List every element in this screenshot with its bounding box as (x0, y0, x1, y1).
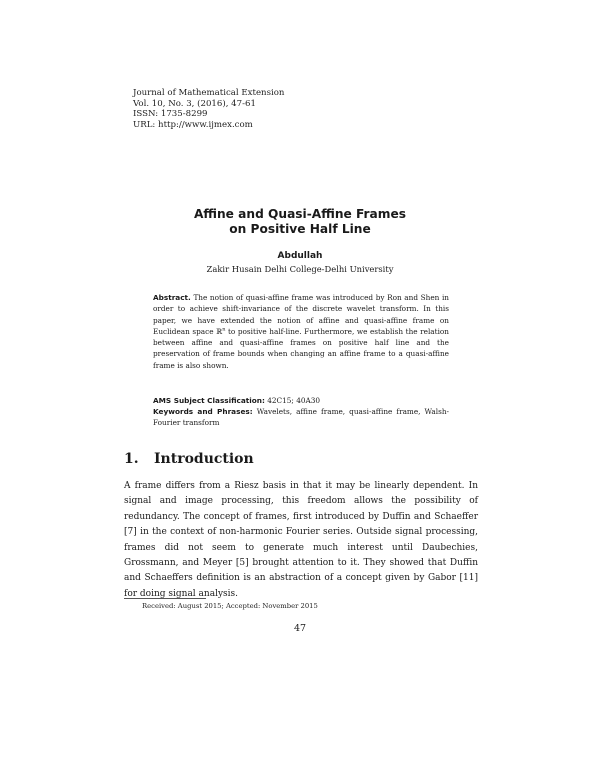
footnote: Received: August 2015; Accepted: November 2015 (142, 602, 318, 610)
section-number: 1. (124, 451, 139, 467)
title-line-2: on Positive Half Line (229, 222, 371, 236)
abstract-label: Abstract. (153, 293, 191, 302)
section-heading (124, 451, 254, 467)
keywords-label: Keywords and Phrases: (153, 407, 253, 416)
journal-issn: ISSN: 1735-8299 (133, 109, 208, 120)
ams-value: 42C15; 40A30 (267, 396, 321, 405)
ams-classification (153, 396, 449, 407)
abstract (153, 292, 449, 371)
paper-title (0, 207, 600, 237)
journal-name: Journal of Mathematical Extension (133, 88, 285, 98)
keywords (153, 407, 449, 428)
abstract-text-after: to positive half-line. Furthermore, we establish the relation between affine and quasi-affine frames on positive half line and the preservation of frame bounds when changing an affine frame to a quasi-affine frame is also shown. (153, 326, 449, 370)
journal-header (133, 88, 284, 130)
section-body: A frame differs from a Riesz basis in that it may be linearly dependent. In signal and image processing, this freedom allows the possibility of redundancy. The concept of frames, first introduced by Duffin and Schaeffer [7] in the context of non-harmonic Fourier series. Outside signal processing, frames did not seem to generate much interest until Daubechies, Grossmann, and Meyer [5] brought attention to it. They showed that Duffin and Schaeffers definition is an abstraction of a concept given by Gabor [11] for doing signal analysis. (124, 481, 478, 599)
ams-label: AMS Subject Classification: (153, 396, 265, 405)
footnote-rule (124, 598, 206, 599)
title-line-1: Affine and Quasi-Affine Frames (193, 207, 407, 221)
author-name: Abdullah (277, 251, 323, 261)
keywords-value: Wavelets, affine frame, quasi-affine frame, Walsh-Fourier transform (153, 407, 449, 427)
abstract-superscript: n (222, 326, 226, 333)
journal-volume: Vol. 10, No. 3, (2016), 47-61 (133, 98, 256, 109)
author-affiliation: Zakir Husain Delhi College-Delhi University (206, 264, 394, 274)
journal-url: URL: http://www.ijmex.com (133, 119, 253, 130)
abstract-text-before: The notion of quasi-affine frame was introduced by Ron and Shen in order to achieve shift-invariance of the discrete wavelet transform. In this paper, we have extended the notion of affine and quasi-affine frame on Euclidean space ℝ (153, 293, 450, 336)
section-title: Introduction (154, 451, 254, 467)
page-number: 47 (293, 623, 307, 634)
